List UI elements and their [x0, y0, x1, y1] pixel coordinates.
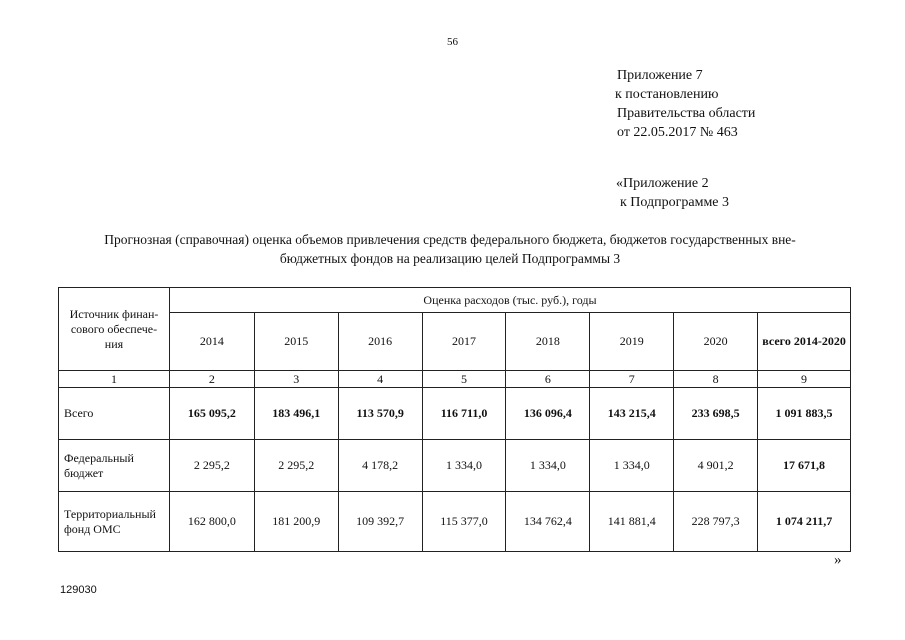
row-total: 1 074 211,7	[758, 492, 851, 552]
annex2-line: к Подпрограмме 3	[620, 195, 730, 210]
table-cell: 4 901,2	[674, 440, 758, 492]
row-source: Федеральный бюджет	[59, 440, 170, 492]
table-row	[59, 492, 851, 552]
column-number: 7	[590, 371, 674, 388]
table-cell: 228 797,3	[674, 492, 758, 552]
annex-line: к постановлению	[615, 87, 719, 102]
table-cell: 4 178,2	[338, 440, 422, 492]
table-cell: 1 334,0	[590, 440, 674, 492]
table-row	[59, 388, 851, 440]
years-header-row	[59, 313, 851, 371]
table-cell: 1 334,0	[422, 440, 506, 492]
column-number-row	[59, 371, 851, 388]
column-number: 2	[169, 371, 254, 388]
title-line-2: бюджетных фондов на реализацию целей Подпрограммы 3	[279, 251, 621, 266]
column-number: 4	[338, 371, 422, 388]
document-title	[50, 230, 850, 268]
table-header-row	[59, 288, 851, 313]
column-number: 9	[758, 371, 851, 388]
column-number: 6	[506, 371, 590, 388]
source-header: Источник финан-сового обеспече-ния	[59, 288, 170, 371]
total-header: всего 2014-2020	[758, 313, 851, 371]
table-cell: 141 881,4	[590, 492, 674, 552]
table-cell: 233 698,5	[674, 388, 758, 440]
page-number: 56	[447, 36, 458, 48]
table-cell: 109 392,7	[338, 492, 422, 552]
row-total: 17 671,8	[758, 440, 851, 492]
title-line-1: Прогнозная (справочная) оценка объемов привлечения средств федерального бюджета, бюджетов государственных вне-	[104, 232, 796, 247]
year-header: 2020	[674, 313, 758, 371]
table-cell: 134 762,4	[506, 492, 590, 552]
table-cell: 1 334,0	[506, 440, 590, 492]
annex2-block	[616, 174, 729, 212]
annex-line: от 22.05.2017 № 463	[617, 125, 738, 140]
table-cell: 2 295,2	[169, 440, 254, 492]
row-source: Всего	[59, 388, 170, 440]
column-number: 3	[254, 371, 338, 388]
table-cell: 162 800,0	[169, 492, 254, 552]
table-cell: 116 711,0	[422, 388, 506, 440]
year-header: 2014	[169, 313, 254, 371]
table-row	[59, 440, 851, 492]
group-header: Оценка расходов (тыс. руб.), годы	[169, 288, 850, 313]
table-cell: 115 377,0	[422, 492, 506, 552]
column-number: 1	[59, 371, 170, 388]
table-cell: 2 295,2	[254, 440, 338, 492]
annex-line: Приложение 7	[617, 68, 703, 83]
closing-quote: »	[834, 552, 842, 568]
table-cell: 136 096,4	[506, 388, 590, 440]
annex-block	[617, 66, 755, 142]
document-code: 129030	[60, 584, 97, 596]
table-cell: 143 215,4	[590, 388, 674, 440]
year-header: 2018	[506, 313, 590, 371]
annex2-line: «Приложение 2	[616, 176, 709, 191]
table-cell: 165 095,2	[169, 388, 254, 440]
row-total: 1 091 883,5	[758, 388, 851, 440]
table-cell: 113 570,9	[338, 388, 422, 440]
year-header: 2015	[254, 313, 338, 371]
table-cell: 181 200,9	[254, 492, 338, 552]
year-header: 2016	[338, 313, 422, 371]
annex-line: Правительства области	[617, 106, 756, 121]
year-header: 2017	[422, 313, 506, 371]
year-header: 2019	[590, 313, 674, 371]
table-cell: 183 496,1	[254, 388, 338, 440]
row-source: Территориальный фонд ОМС	[59, 492, 170, 552]
column-number: 8	[674, 371, 758, 388]
column-number: 5	[422, 371, 506, 388]
funding-table	[58, 287, 851, 552]
